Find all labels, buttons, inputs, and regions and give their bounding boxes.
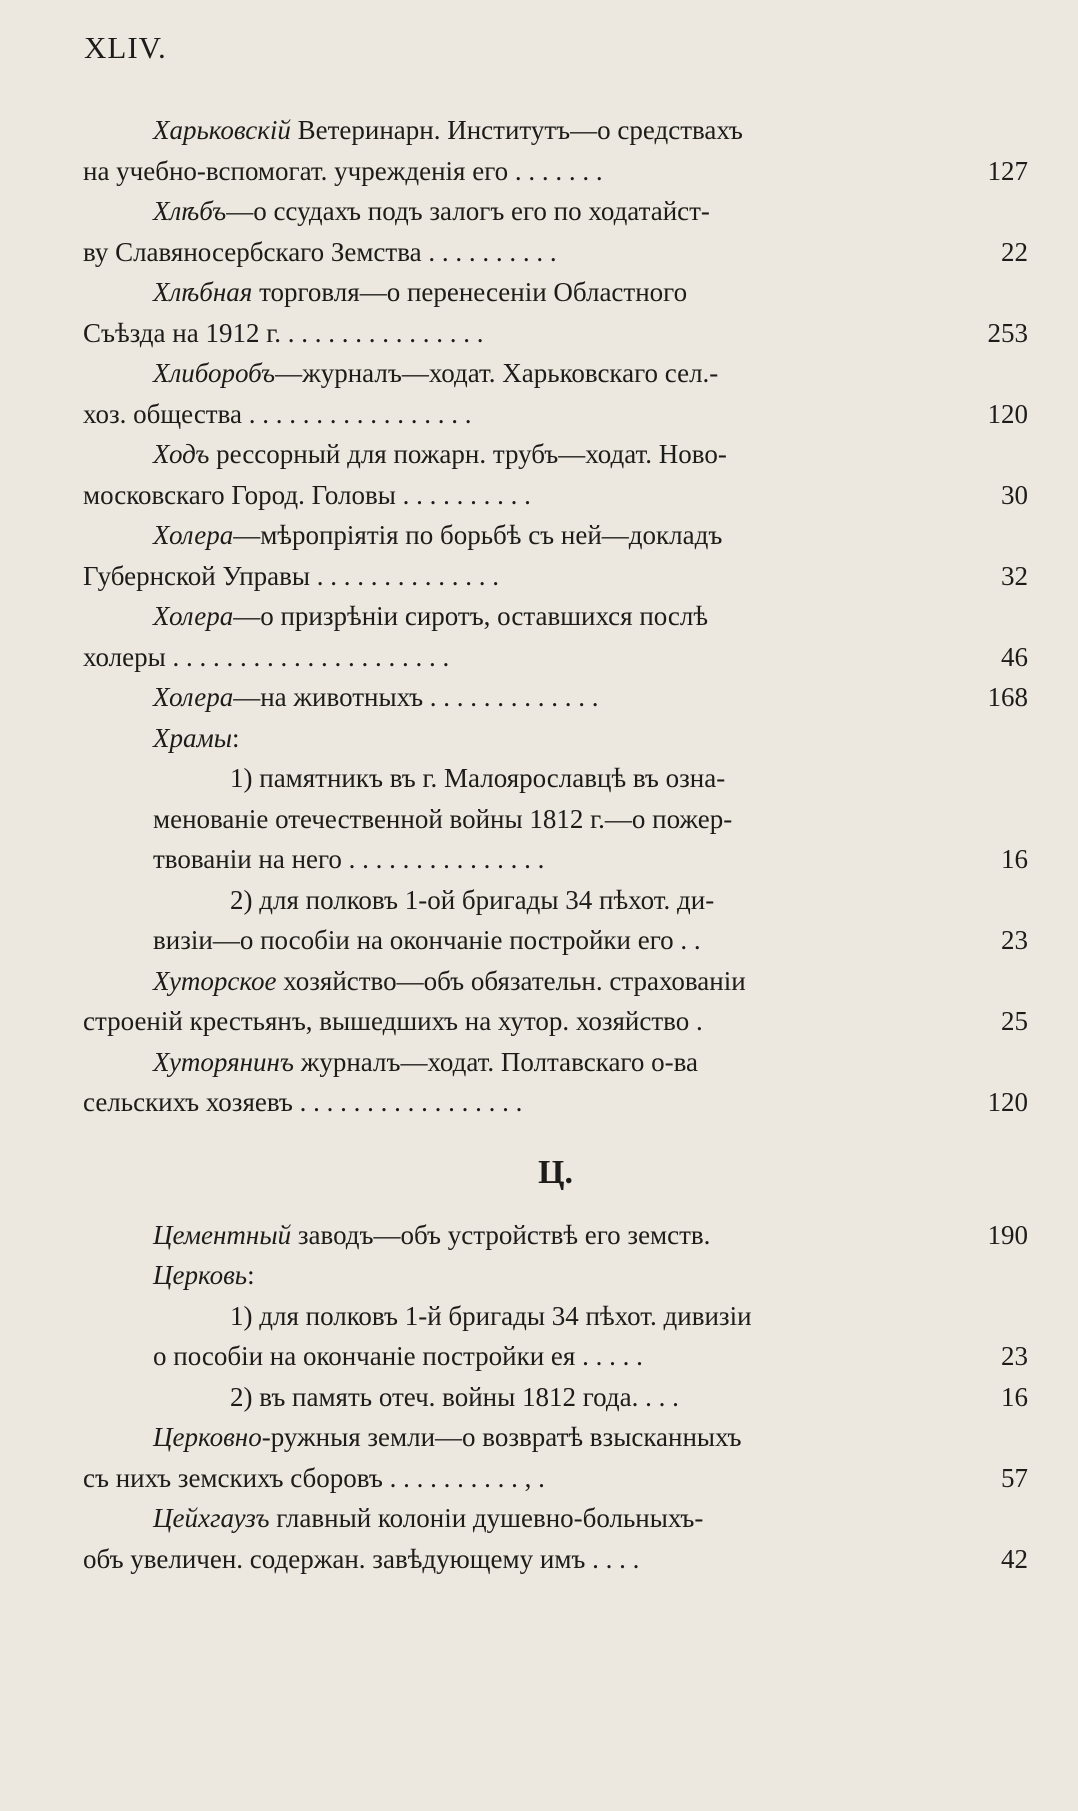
- entry-page-number: 253: [987, 317, 1028, 348]
- entry-text: [153, 839, 963, 879]
- section-kh: [83, 110, 1028, 1123]
- index-entry: [83, 191, 1028, 272]
- entry-text: [230, 758, 963, 798]
- entry-description: 2) въ память отеч. войны 1812 года. . . .: [230, 1381, 679, 1412]
- entry-line: [83, 475, 1028, 516]
- entry-page-number: 127: [987, 155, 1028, 186]
- index-entry: [83, 1498, 1028, 1579]
- entry-line: [83, 718, 1028, 759]
- entry-line: [83, 880, 1028, 921]
- index-entry: [83, 677, 1028, 718]
- entry-line: [83, 1042, 1028, 1083]
- entry-line: [83, 1215, 1028, 1256]
- index-entry: [83, 110, 1028, 191]
- entry-text: [83, 1539, 963, 1579]
- entry-line: [83, 1001, 1028, 1042]
- entry-description: холеры . . . . . . . . . . . . . . . . . . . . .: [83, 641, 450, 672]
- entry-page-number: 23: [1001, 1341, 1028, 1371]
- entry-text: [83, 637, 963, 677]
- entry-page-number: 23: [1001, 925, 1028, 955]
- entry-description: визіи—о пособіи на окончаніе постройки его . .: [153, 925, 701, 955]
- entry-text: [153, 434, 963, 474]
- index-entry: [83, 596, 1028, 677]
- entry-line: [83, 1377, 1028, 1418]
- entry-description: сельскихъ хозяевъ . . . . . . . . . . . . . . . . .: [83, 1087, 523, 1117]
- index-entry: [83, 1377, 1028, 1418]
- entry-line: [83, 556, 1028, 597]
- entry-line: [83, 1082, 1028, 1123]
- entry-description: —мѣропріятія по борьбѣ съ ней—докладъ: [233, 520, 723, 550]
- entry-description: рессорный для пожарн. трубъ—ходат. Ново-: [209, 439, 727, 469]
- entry-heading: Цейхгаузъ: [153, 1503, 270, 1533]
- entry-text: [153, 1215, 963, 1255]
- entry-heading: Холера: [153, 601, 234, 631]
- entry-text: [83, 475, 963, 515]
- entry-text: [153, 1336, 963, 1376]
- entry-text: [153, 920, 963, 960]
- entry-heading: Хлѣбная: [153, 277, 253, 307]
- entry-page-number: 57: [1001, 1462, 1028, 1493]
- entry-description: о пособіи на окончаніе постройки ея . . . . .: [153, 1341, 643, 1371]
- entry-text: [83, 1001, 963, 1041]
- entry-description: съ нихъ земскихъ сборовъ . . . . . . . . . . , .: [83, 1462, 545, 1493]
- entry-text: [153, 1498, 963, 1538]
- entry-description: торговля—о перенесеніи Областного: [252, 277, 688, 307]
- entry-line: [83, 151, 1028, 192]
- entry-text: [83, 1082, 963, 1122]
- section-ts: [83, 1215, 1028, 1580]
- entry-description: объ увеличен. содержан. завѣдующему имъ . . . .: [83, 1543, 640, 1574]
- index-entry: [83, 1417, 1028, 1498]
- entry-text: [230, 1377, 963, 1417]
- entry-page-number: 168: [987, 682, 1028, 712]
- entry-text: [153, 1042, 963, 1082]
- entry-text: [153, 799, 963, 839]
- entry-line: [83, 1336, 1028, 1377]
- index-entry: [83, 961, 1028, 1042]
- entry-page-number: 16: [1001, 844, 1028, 874]
- entry-description: заводъ—объ устройствѣ его земств.: [291, 1219, 711, 1250]
- entry-page-number: 120: [987, 1087, 1028, 1117]
- entry-line: [83, 839, 1028, 880]
- entry-text: [153, 272, 963, 312]
- index-entry: [83, 880, 1028, 961]
- entry-text: [83, 556, 963, 596]
- entry-text: [153, 1255, 963, 1295]
- entry-text: [83, 394, 963, 434]
- entry-heading: Храмы: [153, 722, 233, 753]
- entry-text: [83, 232, 963, 272]
- entry-description: хоз. общества . . . . . . . . . . . . . . . . .: [83, 398, 472, 429]
- entry-line: [83, 596, 1028, 637]
- entry-description: —о ссудахъ подъ залогъ его по ходатайст-: [226, 196, 710, 226]
- entry-page-number: 46: [1001, 641, 1028, 672]
- entry-heading: Церковь: [153, 1260, 248, 1290]
- index-entry: [83, 1215, 1028, 1256]
- entry-text: [153, 718, 963, 758]
- entry-page-number: 190: [987, 1219, 1028, 1250]
- entry-page-number: 22: [1001, 236, 1028, 267]
- entry-description: ву Славяносербскаго Земства . . . . . . . . . .: [83, 236, 557, 267]
- entry-page-number: 42: [1001, 1543, 1028, 1574]
- entry-text: [153, 1417, 963, 1457]
- entry-line: [83, 1417, 1028, 1458]
- index-entry: [83, 718, 1028, 759]
- entry-description: на учебно-вспомогат. учрежденія его . . . . . . .: [83, 155, 603, 186]
- entry-line: [83, 1539, 1028, 1580]
- entry-description: Губернской Управы . . . . . . . . . . . . . .: [83, 560, 500, 591]
- entry-description: хозяйство—объ обязательн. страхованіи: [276, 965, 746, 996]
- entry-line: [83, 434, 1028, 475]
- entry-heading: Цементный: [153, 1219, 292, 1250]
- entry-description: —журналъ—ходат. Харьковскаго сел.-: [275, 358, 719, 388]
- entry-line: [83, 758, 1028, 799]
- entry-line: [83, 799, 1028, 840]
- entry-heading: Холера: [153, 682, 234, 712]
- entry-line: [83, 677, 1028, 718]
- entry-description: 1) для полковъ 1-й бригады 34 пѣхот. дивизіи: [230, 1300, 752, 1331]
- entry-page-number: 16: [1001, 1381, 1028, 1412]
- entry-line: [83, 1296, 1028, 1337]
- entry-page-number: 120: [987, 398, 1028, 429]
- entry-line: [83, 272, 1028, 313]
- entry-description: московскаго Город. Головы . . . . . . . . . .: [83, 479, 531, 510]
- entry-description: главный колоніи душевно-больныхъ-: [269, 1503, 704, 1533]
- index-entry: [83, 434, 1028, 515]
- page-number: XLIV.: [84, 30, 167, 65]
- index-entry: [83, 1296, 1028, 1377]
- index-entries: [83, 110, 1028, 1579]
- entry-line: [83, 353, 1028, 394]
- entry-heading: Ходъ: [153, 439, 210, 469]
- entry-text: [83, 1458, 963, 1498]
- entry-line: [83, 232, 1028, 273]
- entry-text: [153, 961, 963, 1001]
- entry-description: строеній крестьянъ, вышедшихъ на хутор. хозяйство .: [83, 1006, 703, 1036]
- entry-heading: Хлѣбъ: [153, 196, 227, 226]
- entry-line: [83, 191, 1028, 232]
- entry-heading: Хуторянинъ: [153, 1046, 294, 1077]
- entry-line: [83, 515, 1028, 556]
- index-entry: [83, 272, 1028, 353]
- entry-heading: Церковно: [153, 1422, 262, 1452]
- entry-description: Ветеринарн. Институтъ—о средствахъ: [290, 115, 743, 145]
- index-entry: [83, 758, 1028, 880]
- entry-description: —о призрѣніи сиротъ, оставшихся послѣ: [233, 601, 709, 631]
- entry-line: [83, 1498, 1028, 1539]
- entry-description: Съѣзда на 1912 г. . . . . . . . . . . . . . . .: [83, 317, 484, 348]
- index-entry: [83, 515, 1028, 596]
- entry-description: :: [232, 722, 240, 753]
- entry-line: [83, 920, 1028, 961]
- entry-page-number: 25: [1001, 1006, 1028, 1036]
- entry-description: —на животныхъ . . . . . . . . . . . . .: [233, 682, 599, 712]
- entry-text: [153, 677, 963, 717]
- entry-line: [83, 1255, 1028, 1296]
- entry-text: [153, 515, 963, 555]
- entry-description: 2) для полковъ 1-ой бригады 34 пѣхот. ди-: [230, 884, 715, 915]
- entry-page-number: 30: [1001, 479, 1028, 510]
- entry-text: [83, 151, 963, 191]
- entry-text: [153, 353, 963, 393]
- entry-description: -ружныя земли—о возвратѣ взысканныхъ: [261, 1422, 742, 1452]
- entry-text: [230, 880, 963, 920]
- index-entry: [83, 1042, 1028, 1123]
- entry-heading: Холера: [153, 520, 234, 550]
- entry-heading: Хлиборобъ: [153, 358, 276, 388]
- entry-heading: Харьковскій: [153, 115, 291, 145]
- entry-description: журналъ—ходат. Полтавскаго о-ва: [293, 1046, 698, 1077]
- entry-text: [153, 191, 963, 231]
- index-entry: [83, 1255, 1028, 1296]
- entry-text: [153, 110, 963, 150]
- index-entry: [83, 353, 1028, 434]
- entry-description: менованіе отечественной войны 1812 г.—о пожер-: [153, 803, 733, 834]
- entry-description: 1) памятникъ въ г. Малоярославцѣ въ озна-: [230, 763, 726, 793]
- entry-line: [83, 637, 1028, 678]
- entry-line: [83, 394, 1028, 435]
- entry-text: [153, 596, 963, 636]
- entry-description: :: [247, 1260, 255, 1290]
- entry-line: [83, 110, 1028, 151]
- entry-page-number: 32: [1001, 560, 1028, 591]
- section-letter: Ц.: [538, 1153, 573, 1191]
- entry-line: [83, 313, 1028, 354]
- entry-text: [83, 313, 963, 353]
- entry-description: твованіи на него . . . . . . . . . . . . . . .: [153, 844, 545, 874]
- entry-heading: Хуторское: [153, 965, 277, 996]
- entry-line: [83, 1458, 1028, 1499]
- entry-text: [230, 1296, 963, 1336]
- entry-line: [83, 961, 1028, 1002]
